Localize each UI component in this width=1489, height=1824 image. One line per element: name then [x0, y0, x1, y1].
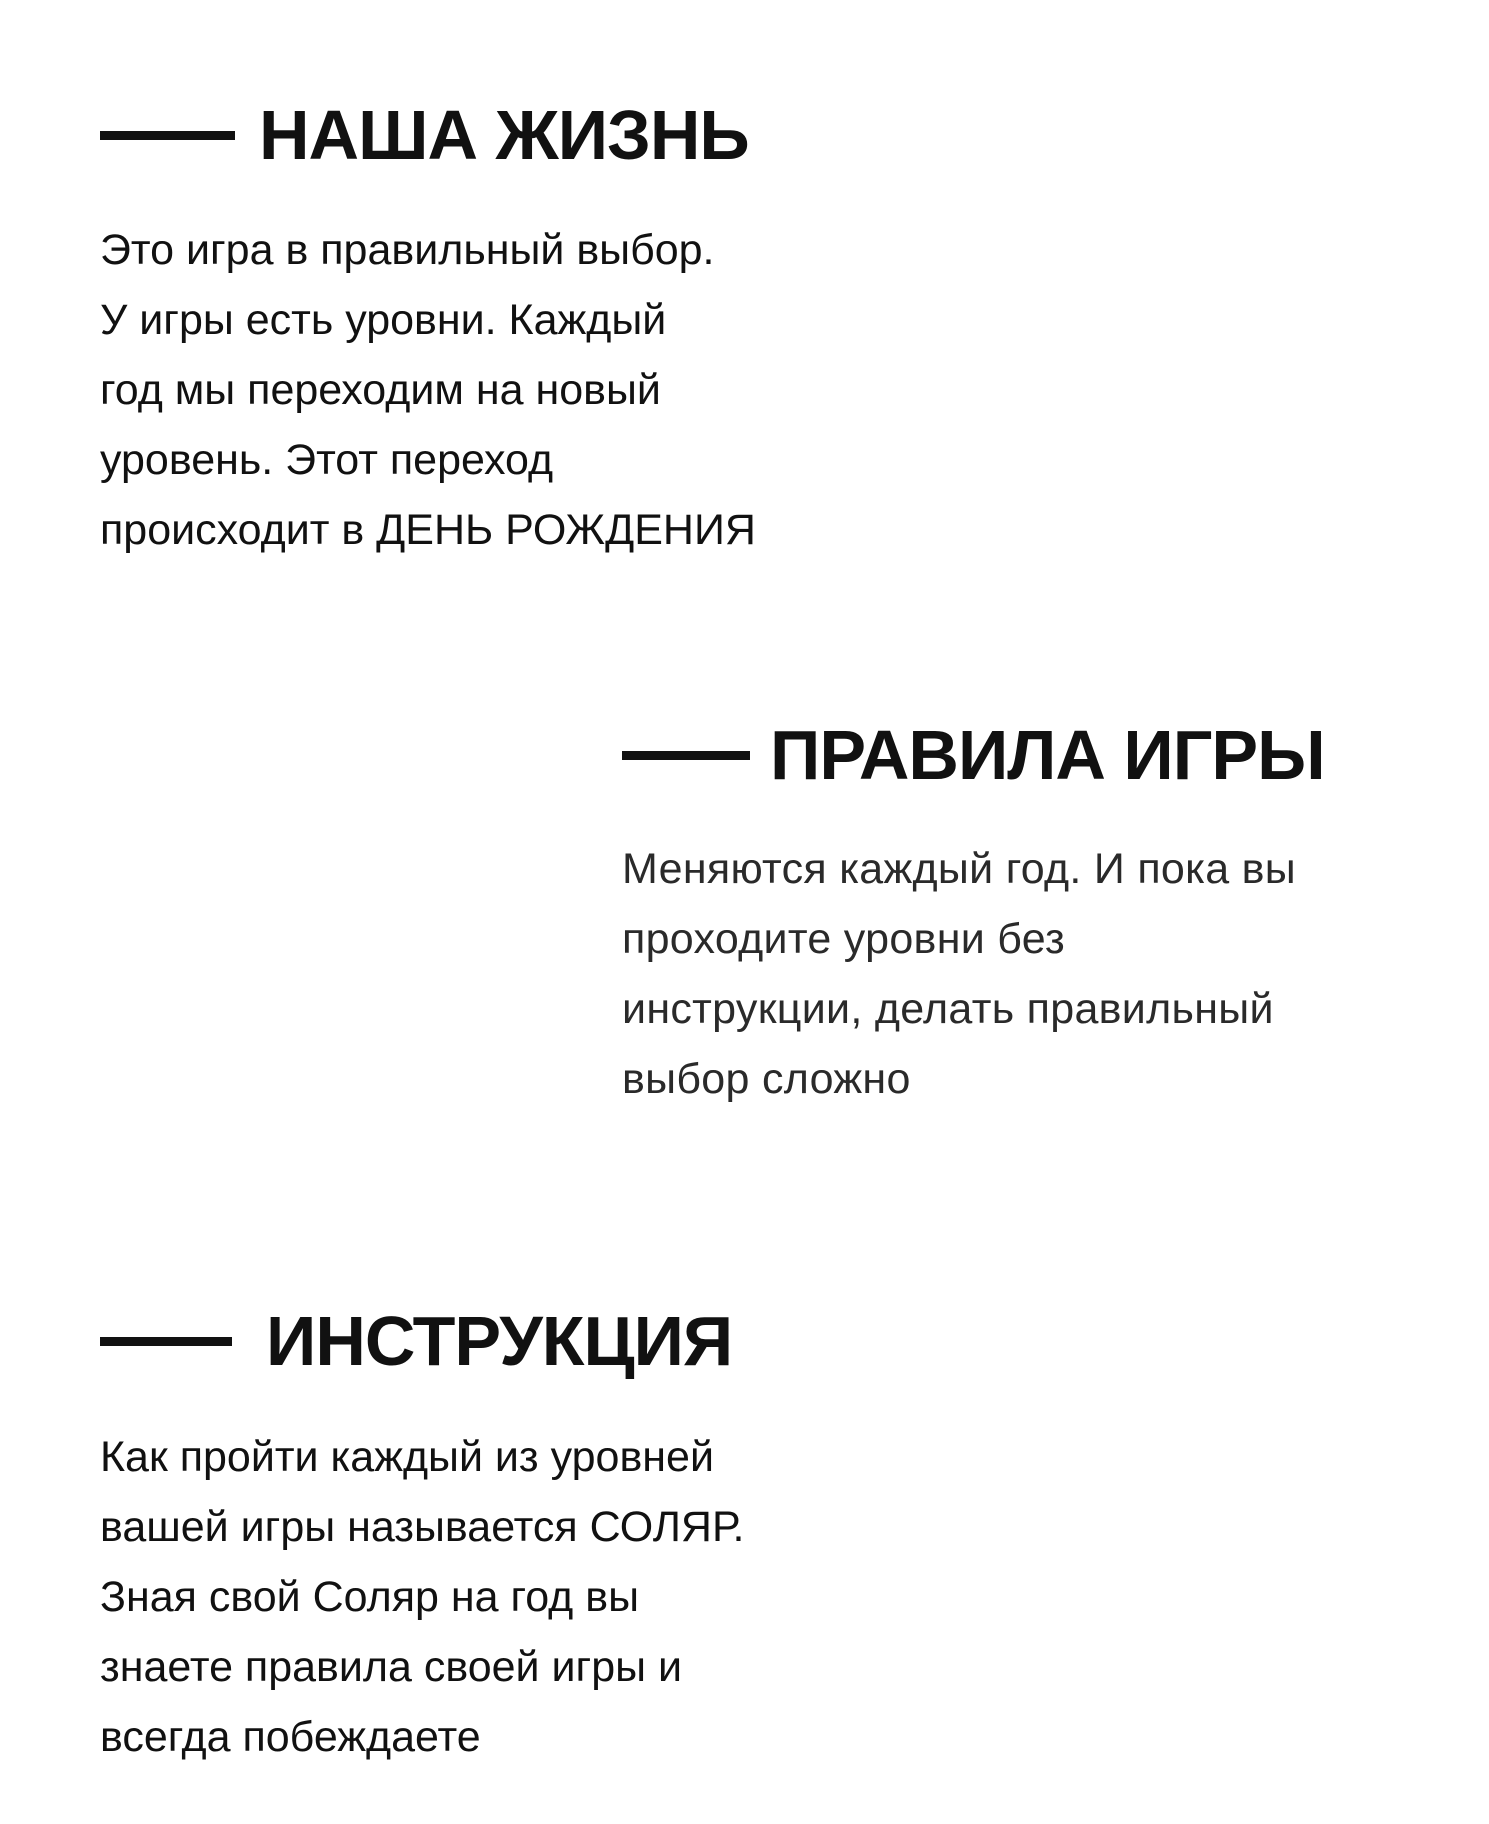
- heading-dash: [100, 131, 235, 140]
- heading-row: [622, 716, 1452, 794]
- heading-row: [100, 1302, 930, 1380]
- section-heading: ПРАВИЛА ИГРЫ: [770, 716, 1325, 794]
- heading-row: [100, 96, 900, 174]
- section-instruction: [100, 1302, 930, 1772]
- section-body: Как пройти каждый из уровней вашей игры называется СОЛЯР. Зная свой Соляр на год вы знаете правила своей игры и всегда побеждаете: [100, 1433, 745, 1761]
- heading-dash: [100, 1337, 232, 1346]
- section-heading: НАША ЖИЗНЬ: [259, 96, 749, 174]
- section-our-life: [100, 96, 900, 565]
- section-heading: ИНСТРУКЦИЯ: [266, 1302, 733, 1380]
- section-game-rules: [622, 716, 1452, 1114]
- section-body: Меняются каждый год. И пока вы проходите уровни без инструкции, делать правильный выбор сложно: [622, 845, 1297, 1103]
- section-body: Это игра в правильный выбор. У игры есть уровни. Каждый год мы переходим на новый уровень. Этот переход происходит в ДЕНЬ РОЖДЕНИЯ: [100, 226, 756, 554]
- heading-dash: [622, 751, 750, 760]
